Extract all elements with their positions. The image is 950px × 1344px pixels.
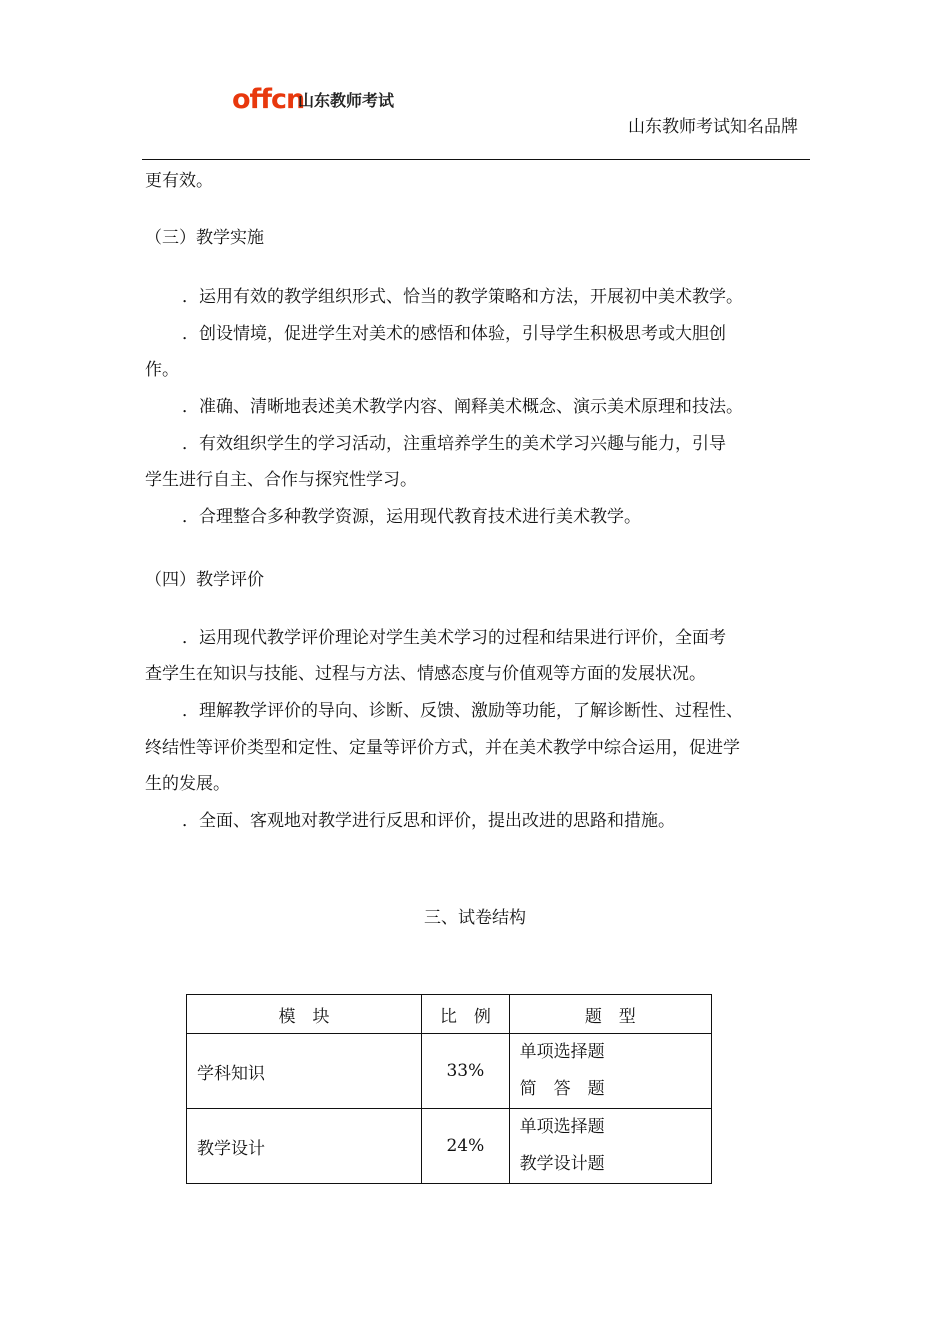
header-ratio: 比 例 xyxy=(422,995,510,1034)
type-cell xyxy=(509,1109,711,1184)
header-divider xyxy=(142,159,810,160)
section4-item-2-line2: 终结性等评价类型和定性、定量等评价方式，并在美术教学中综合运用，促进学 xyxy=(145,738,740,758)
section4-item-1-line1: ．运用现代教学评价理论对学生美术学习的过程和结果进行评价，全面考 xyxy=(182,628,726,648)
ratio-cell: 24% xyxy=(422,1109,510,1184)
question-type: 教学设计题 xyxy=(519,1154,605,1174)
continuation-text: 更有效。 xyxy=(145,171,213,191)
section3-item-4-line2: 学生进行自主、合作与探究性学习。 xyxy=(145,470,417,490)
section4-item-2-line1: ．理解教学评价的导向、诊断、反馈、激励等功能，了解诊断性、过程性、 xyxy=(182,701,743,721)
question-type: 单项选择题 xyxy=(519,1117,605,1137)
section3-title: （三）教学实施 xyxy=(145,228,264,248)
question-type: 简 答 题 xyxy=(519,1079,605,1099)
section3-item-2-line2: 作。 xyxy=(145,360,179,380)
section4-title: （四）教学评价 xyxy=(145,570,264,590)
logo-text: 山东教师考试 xyxy=(298,91,395,110)
logo-mark: offcn xyxy=(232,84,305,115)
section4-item-2-line3: 生的发展。 xyxy=(145,774,230,794)
type-cell xyxy=(509,1034,711,1109)
header-module: 模 块 xyxy=(187,995,422,1034)
question-type: 单项选择题 xyxy=(519,1042,605,1062)
section3-item-5: ．合理整合多种教学资源，运用现代教育技术进行美术教学。 xyxy=(182,507,641,527)
section3-item-3: ．准确、清晰地表述美术教学内容、阐释美术概念、演示美术原理和技法。 xyxy=(182,397,743,417)
section4-item-3: ．全面、客观地对教学进行反思和评价，提出改进的思路和措施。 xyxy=(182,811,675,831)
header-type: 题 型 xyxy=(509,995,711,1034)
section3-item-4-line1: ．有效组织学生的学习活动，注重培养学生的美术学习兴趣与能力，引导 xyxy=(182,434,726,454)
section3-item-1: ．运用有效的教学组织形式、恰当的教学策略和方法，开展初中美术教学。 xyxy=(182,287,743,307)
exam-structure-table xyxy=(186,994,712,1184)
table-header-row xyxy=(187,995,712,1034)
module-cell: 教学设计 xyxy=(187,1109,422,1184)
part3-title: 三、试卷结构 xyxy=(424,908,526,928)
module-cell: 学科知识 xyxy=(187,1034,422,1109)
table-row xyxy=(187,1109,712,1184)
section4-item-1-line2: 查学生在知识与技能、过程与方法、情感态度与价值观等方面的发展状况。 xyxy=(145,664,706,684)
ratio-cell: 33% xyxy=(422,1034,510,1109)
header-slogan: 山东教师考试知名品牌 xyxy=(628,117,798,137)
table-row xyxy=(187,1034,712,1109)
section3-item-2-line1: ．创设情境，促进学生对美术的感悟和体验，引导学生积极思考或大胆创 xyxy=(182,324,726,344)
